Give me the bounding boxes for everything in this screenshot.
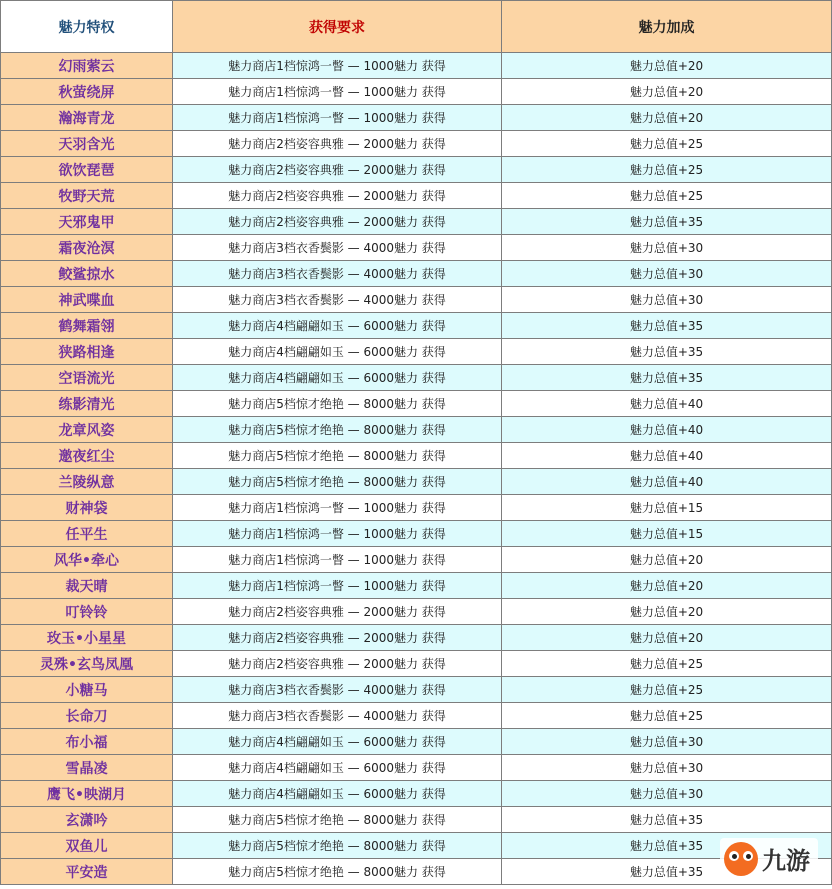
requirement-cell: 魅力商店1档惊鸿一瞥 — 1000魅力 获得	[173, 521, 502, 547]
privilege-name-cell: 神武喋血	[1, 287, 173, 313]
bonus-cell: 魅力总值+35	[502, 209, 832, 235]
requirement-cell: 魅力商店3档衣香鬓影 — 4000魅力 获得	[173, 261, 502, 287]
privilege-name-cell: 狭路相逢	[1, 339, 173, 365]
privilege-name-cell: 叮铃铃	[1, 599, 173, 625]
table-row	[1, 443, 832, 469]
bonus-cell: 魅力总值+40	[502, 443, 832, 469]
bonus-cell: 魅力总值+35	[502, 859, 832, 885]
table-row	[1, 651, 832, 677]
privilege-name-cell: 财神袋	[1, 495, 173, 521]
site-logo	[720, 838, 818, 879]
table-row	[1, 105, 832, 131]
privilege-name-cell: 玫玉•小星星	[1, 625, 173, 651]
table-row	[1, 209, 832, 235]
bonus-cell: 魅力总值+25	[502, 183, 832, 209]
header-name: 魅力特权	[1, 1, 173, 53]
table-row	[1, 261, 832, 287]
bonus-cell: 魅力总值+40	[502, 391, 832, 417]
requirement-cell: 魅力商店5档惊才绝艳 — 8000魅力 获得	[173, 469, 502, 495]
privilege-name-cell: 双鱼儿	[1, 833, 173, 859]
privilege-name-cell: 任平生	[1, 521, 173, 547]
privilege-name-cell: 霜夜沧溟	[1, 235, 173, 261]
table-row	[1, 807, 832, 833]
requirement-cell: 魅力商店4档翩翩如玉 — 6000魅力 获得	[173, 729, 502, 755]
privilege-name-cell: 鲛鲨掠水	[1, 261, 173, 287]
requirement-cell: 魅力商店2档姿容典雅 — 2000魅力 获得	[173, 157, 502, 183]
bonus-cell: 魅力总值+35	[502, 365, 832, 391]
bonus-cell: 魅力总值+30	[502, 287, 832, 313]
privilege-name-cell: 瀚海青龙	[1, 105, 173, 131]
privilege-name-cell: 天羽含光	[1, 131, 173, 157]
table-row	[1, 287, 832, 313]
table-row	[1, 599, 832, 625]
requirement-cell: 魅力商店2档姿容典雅 — 2000魅力 获得	[173, 209, 502, 235]
privilege-name-cell: 裁天晴	[1, 573, 173, 599]
privilege-name-cell: 玄潇吟	[1, 807, 173, 833]
bonus-cell: 魅力总值+35	[502, 833, 832, 859]
requirement-cell: 魅力商店5档惊才绝艳 — 8000魅力 获得	[173, 391, 502, 417]
bonus-cell: 魅力总值+35	[502, 313, 832, 339]
bonus-cell: 魅力总值+25	[502, 703, 832, 729]
bonus-cell: 魅力总值+15	[502, 495, 832, 521]
table-row	[1, 755, 832, 781]
requirement-cell: 魅力商店2档姿容典雅 — 2000魅力 获得	[173, 625, 502, 651]
requirement-cell: 魅力商店4档翩翩如玉 — 6000魅力 获得	[173, 339, 502, 365]
privilege-name-cell: 鹤舞霜翎	[1, 313, 173, 339]
requirement-cell: 魅力商店2档姿容典雅 — 2000魅力 获得	[173, 131, 502, 157]
requirement-cell: 魅力商店5档惊才绝艳 — 8000魅力 获得	[173, 443, 502, 469]
table-row	[1, 339, 832, 365]
table-row	[1, 833, 832, 859]
mascot-icon	[724, 842, 758, 876]
requirement-cell: 魅力商店1档惊鸿一瞥 — 1000魅力 获得	[173, 573, 502, 599]
logo-text: 九游	[762, 847, 810, 875]
requirement-cell: 魅力商店4档翩翩如玉 — 6000魅力 获得	[173, 755, 502, 781]
table-row	[1, 573, 832, 599]
requirement-cell: 魅力商店1档惊鸿一瞥 — 1000魅力 获得	[173, 53, 502, 79]
table-row	[1, 235, 832, 261]
requirement-cell: 魅力商店1档惊鸿一瞥 — 1000魅力 获得	[173, 547, 502, 573]
privilege-name-cell: 欲饮琵琶	[1, 157, 173, 183]
table-row	[1, 183, 832, 209]
privilege-name-cell: 牧野天荒	[1, 183, 173, 209]
requirement-cell: 魅力商店2档姿容典雅 — 2000魅力 获得	[173, 599, 502, 625]
table-row	[1, 391, 832, 417]
privilege-name-cell: 风华•牵心	[1, 547, 173, 573]
requirement-cell: 魅力商店4档翩翩如玉 — 6000魅力 获得	[173, 365, 502, 391]
bonus-cell: 魅力总值+30	[502, 755, 832, 781]
privilege-name-cell: 平安造	[1, 859, 173, 885]
bonus-cell: 魅力总值+20	[502, 573, 832, 599]
requirement-cell: 魅力商店1档惊鸿一瞥 — 1000魅力 获得	[173, 105, 502, 131]
requirement-cell: 魅力商店5档惊才绝艳 — 8000魅力 获得	[173, 859, 502, 885]
requirement-cell: 魅力商店3档衣香鬓影 — 4000魅力 获得	[173, 235, 502, 261]
bonus-cell: 魅力总值+25	[502, 157, 832, 183]
privilege-name-cell: 天邪鬼甲	[1, 209, 173, 235]
privilege-name-cell: 鹰飞•映湖月	[1, 781, 173, 807]
bonus-cell: 魅力总值+20	[502, 105, 832, 131]
header-bonus: 魅力加成	[502, 1, 832, 53]
privilege-name-cell: 练影清光	[1, 391, 173, 417]
table-row	[1, 625, 832, 651]
requirement-cell: 魅力商店1档惊鸿一瞥 — 1000魅力 获得	[173, 79, 502, 105]
table-row	[1, 521, 832, 547]
table-row	[1, 677, 832, 703]
requirement-cell: 魅力商店4档翩翩如玉 — 6000魅力 获得	[173, 781, 502, 807]
requirement-cell: 魅力商店1档惊鸿一瞥 — 1000魅力 获得	[173, 495, 502, 521]
table-row	[1, 859, 832, 885]
privilege-name-cell: 雪晶凌	[1, 755, 173, 781]
bonus-cell: 魅力总值+30	[502, 729, 832, 755]
requirement-cell: 魅力商店3档衣香鬓影 — 4000魅力 获得	[173, 703, 502, 729]
bonus-cell: 魅力总值+30	[502, 235, 832, 261]
requirement-cell: 魅力商店5档惊才绝艳 — 8000魅力 获得	[173, 417, 502, 443]
requirement-cell: 魅力商店3档衣香鬓影 — 4000魅力 获得	[173, 677, 502, 703]
table-row	[1, 79, 832, 105]
bonus-cell: 魅力总值+40	[502, 469, 832, 495]
table-row	[1, 729, 832, 755]
privilege-name-cell: 小糖马	[1, 677, 173, 703]
requirement-cell: 魅力商店5档惊才绝艳 — 8000魅力 获得	[173, 807, 502, 833]
bonus-cell: 魅力总值+20	[502, 79, 832, 105]
bonus-cell: 魅力总值+20	[502, 53, 832, 79]
table-row	[1, 53, 832, 79]
table-row	[1, 547, 832, 573]
privilege-name-cell: 空语流光	[1, 365, 173, 391]
bonus-cell: 魅力总值+25	[502, 677, 832, 703]
privilege-name-cell: 龙章风姿	[1, 417, 173, 443]
bonus-cell: 魅力总值+30	[502, 781, 832, 807]
table-row	[1, 365, 832, 391]
privilege-name-cell: 秋萤绕屏	[1, 79, 173, 105]
table-row	[1, 703, 832, 729]
requirement-cell: 魅力商店5档惊才绝艳 — 8000魅力 获得	[173, 833, 502, 859]
table-row	[1, 313, 832, 339]
privilege-name-cell: 长命刀	[1, 703, 173, 729]
table-row	[1, 131, 832, 157]
bonus-cell: 魅力总值+20	[502, 625, 832, 651]
privilege-name-cell: 灵殊•玄鸟凤凰	[1, 651, 173, 677]
bonus-cell: 魅力总值+35	[502, 807, 832, 833]
bonus-cell: 魅力总值+25	[502, 131, 832, 157]
privilege-name-cell: 邀夜红尘	[1, 443, 173, 469]
privilege-name-cell: 兰陵纵意	[1, 469, 173, 495]
table-row	[1, 417, 832, 443]
bonus-cell: 魅力总值+15	[502, 521, 832, 547]
bonus-cell: 魅力总值+30	[502, 261, 832, 287]
requirement-cell: 魅力商店3档衣香鬓影 — 4000魅力 获得	[173, 287, 502, 313]
table-row	[1, 469, 832, 495]
table-row	[1, 495, 832, 521]
header-row	[1, 1, 832, 53]
table-row	[1, 781, 832, 807]
header-requirement: 获得要求	[173, 1, 502, 53]
bonus-cell: 魅力总值+40	[502, 417, 832, 443]
bonus-cell: 魅力总值+20	[502, 547, 832, 573]
bonus-cell: 魅力总值+35	[502, 339, 832, 365]
bonus-cell: 魅力总值+25	[502, 651, 832, 677]
bonus-cell: 魅力总值+20	[502, 599, 832, 625]
requirement-cell: 魅力商店4档翩翩如玉 — 6000魅力 获得	[173, 313, 502, 339]
table-row	[1, 157, 832, 183]
privilege-name-cell: 布小福	[1, 729, 173, 755]
requirement-cell: 魅力商店2档姿容典雅 — 2000魅力 获得	[173, 183, 502, 209]
privilege-name-cell: 幻雨萦云	[1, 53, 173, 79]
requirement-cell: 魅力商店2档姿容典雅 — 2000魅力 获得	[173, 651, 502, 677]
